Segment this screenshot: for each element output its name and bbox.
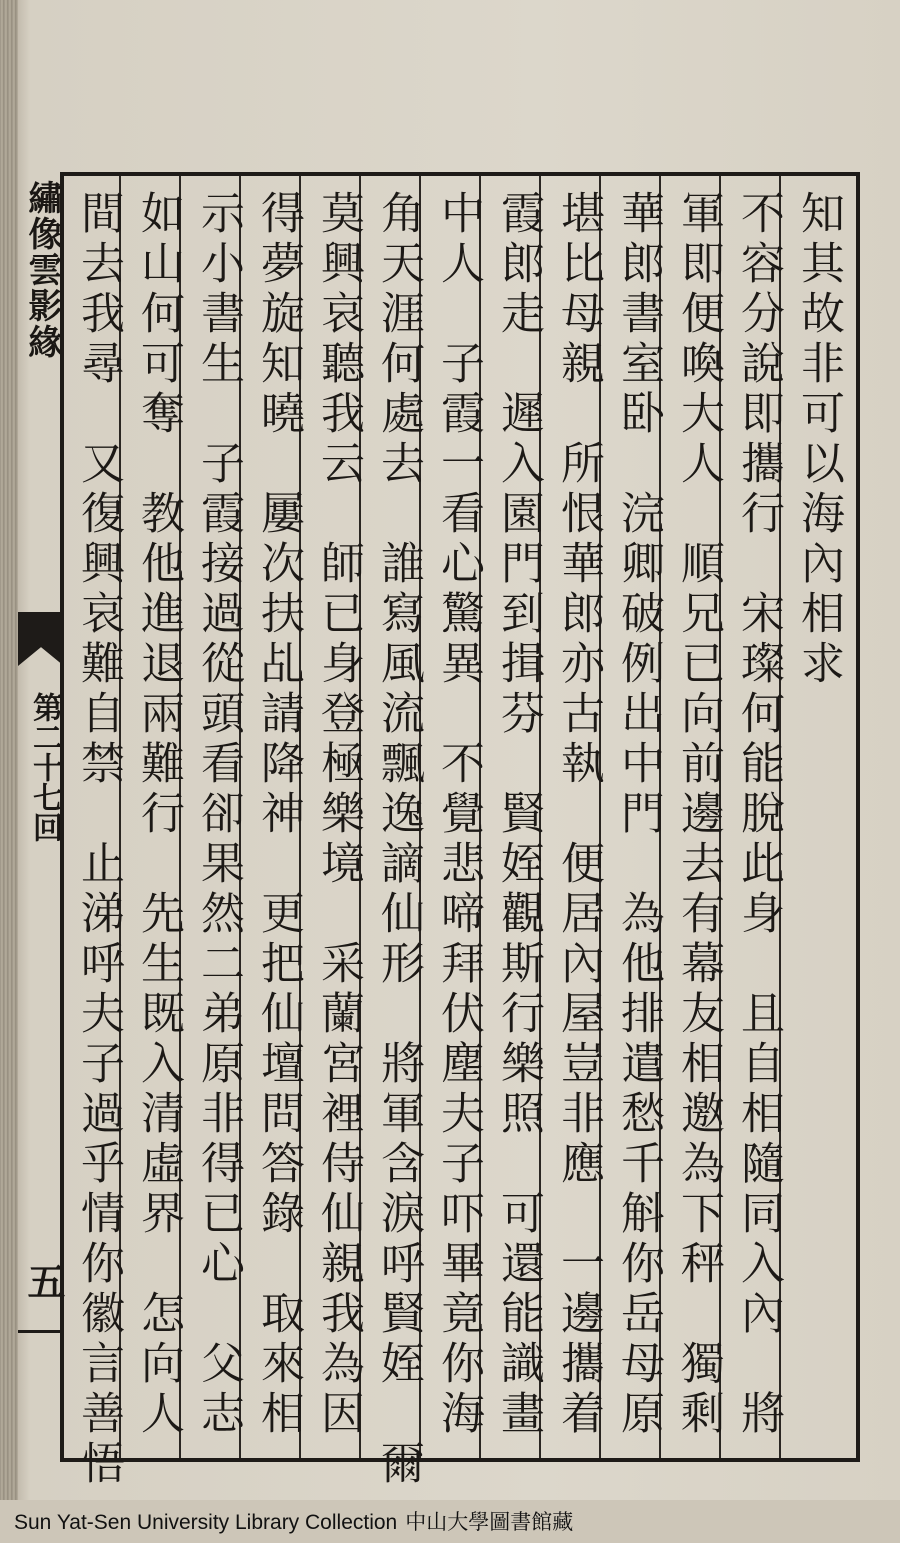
text-column-10: 得夢旋知曉 屢次扶乩請降神 更把仙壇問答錄 取來相 <box>253 190 304 1440</box>
text-column-7: 中人 子霞一看心驚異 不覺悲啼拜伏塵夫子吓畢竟你海 <box>433 190 484 1440</box>
caption-chinese: 中山大學圖書館藏 <box>405 1511 574 1534</box>
block-center-margin <box>18 172 64 1462</box>
text-column-6: 霞郎走 遲入園門到揖芬 賢姪觀斯行樂照 可還能識畫 <box>493 190 544 1440</box>
text-column-2: 不容分說即攜行 宋璨何能脫此身 且自相隨同入內 將 <box>733 190 784 1440</box>
folio-number: 五 <box>21 1262 66 1300</box>
page-edge-stack <box>0 0 18 1500</box>
text-column-11: 示小書生 子霞接過從頭看卻果然二弟原非得已心 父志 <box>193 190 244 1440</box>
fishtail-mark <box>18 612 64 666</box>
text-column-12: 如山何可奪 教他進退兩難行 先生既入清虛界 怎向人 <box>133 190 184 1440</box>
text-column-1: 知其故非可以海內相求 <box>793 190 844 690</box>
chapter-label: 第二十七回 <box>27 692 62 842</box>
text-column-8: 角天涯何處去 誰寫風流飄逸謫仙形 將軍含淚呼賢姪 爾 <box>373 190 424 1490</box>
text-column-4: 華郎書室卧 浣卿破例出中門 為他排遣愁千斛你岳母原 <box>613 190 664 1440</box>
text-column-3: 軍即便喚大人 順兄已向前邊去有幕友相邀為下秤 獨剩 <box>673 190 724 1440</box>
book-title-margin: 繡像雲影緣 <box>22 180 62 360</box>
text-column-13: 間去我尋 又復興哀難自禁 止涕呼夫子過乎情你徽言善悟 <box>73 190 124 1490</box>
margin-rule <box>18 1330 64 1333</box>
caption-english: Sun Yat-Sen University Library Collection <box>14 1511 398 1534</box>
text-column-5: 堪比母親 所恨華郎亦古執 便居內屋豈非應 一邊攜着 <box>553 190 604 1440</box>
library-caption <box>14 1506 573 1536</box>
text-column-9: 莫興哀聽我云 師已身登極樂境 采蘭宮裡侍仙親我為因 <box>313 190 364 1440</box>
